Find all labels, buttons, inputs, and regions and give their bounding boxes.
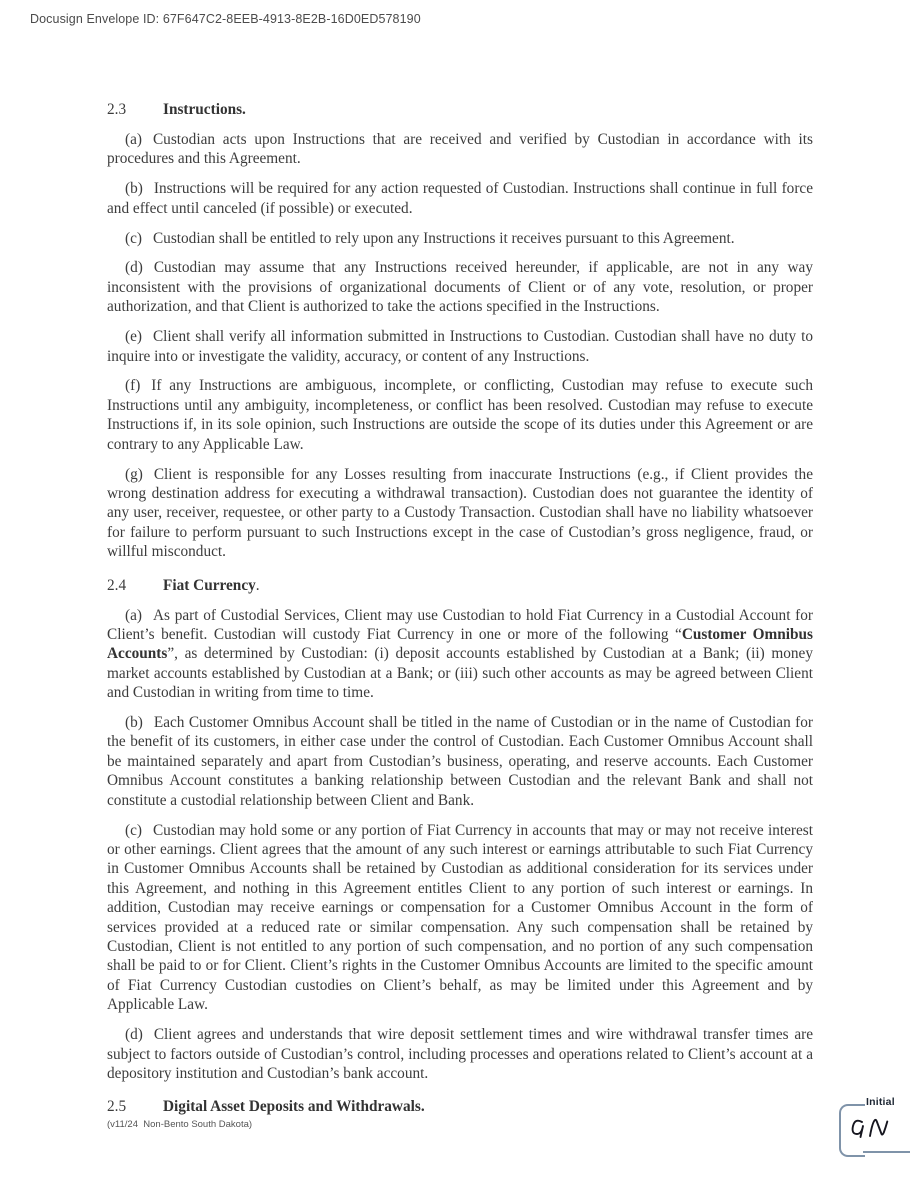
paragraph-label: (a)	[125, 606, 142, 624]
paragraph-label: (d)	[125, 1026, 143, 1044]
paragraph-text: Instructions will be required for any action requested of Custodian. Instructions shall continue in full force and effect until canceled (if possible) or executed.	[107, 180, 813, 217]
paragraph-label: (g)	[125, 465, 143, 483]
paragraph-label: (a)	[125, 130, 142, 148]
paragraph-text: Custodian may hold some or any portion of Fiat Currency in accounts that may or may not receive interest or other earnings. Client agrees that the amount of any such interest or earnings attributable to such Fiat Currency in Customer Omnibus Accounts shall be retained by Custodian as additional consideration for its services under this Agreement, and nothing in this Agreement entitles Client to any portion of such interest or earnings. In addition, Custodian may receive earnings or compensation for a Customer Omnibus Account in the form of services provided at a reduced rate or similar compensation. Any such compensation shall be retained by Custodian, Client is not entitled to any portion of such compensation, and no portion of any such compensation shall be paid to or for Client. Client’s rights in the Customer Omnibus Accounts are limited to the specific amount of Fiat Currency Custodian custodies on Client’s behalf, as may be limited under this Agreement and by Applicable Law.	[107, 821, 813, 1014]
paragraph	[107, 1025, 813, 1083]
paragraph-label: (f)	[125, 377, 141, 395]
paragraph-label: (d)	[125, 259, 143, 277]
paragraph-text: Client agrees and understands that wire deposit settlement times and wire withdrawal transfer times are subject to factors outside of Custodian’s control, including processes and operations related to Client’s account at a depository institution and Custodian’s bank account.	[107, 1026, 813, 1082]
footer-version-note: (v11/24 Non-Bento South Dakota)	[107, 1119, 253, 1130]
paragraph	[107, 130, 813, 169]
initial-tab-label: Initial	[866, 1096, 895, 1108]
paragraph	[107, 606, 813, 703]
paragraph-label: (b)	[125, 180, 143, 198]
section-heading	[107, 1097, 813, 1116]
section-title: Fiat Currency	[163, 576, 256, 594]
section-title: Digital Asset Deposits and Withdrawals.	[163, 1098, 425, 1116]
paragraph	[107, 821, 813, 1015]
paragraph-label: (c)	[125, 821, 142, 839]
paragraph-label: (b)	[125, 714, 143, 732]
initial-tab-bracket-extension	[863, 1151, 910, 1154]
paragraph-text: If any Instructions are ambiguous, incomplete, or conflicting, Custodian may refuse to execute such Instructions until any ambiguity, incompleteness, or conflict has been resolved. Custodian may refuse to execute Instructions if, in its sole opinion, such Instructions are outside the scope of its duties under this Agreement or are contrary to any Applicable Law.	[107, 377, 813, 453]
paragraph	[107, 258, 813, 316]
paragraph-label: (e)	[125, 328, 142, 346]
section-number: 2.5	[107, 1098, 127, 1116]
paragraph-text: Custodian shall be entitled to rely upon any Instructions it receives pursuant to this Agreement.	[152, 229, 735, 247]
paragraph-text: Custodian acts upon Instructions that are received and verified by Custodian in accordance with its procedures and this Agreement.	[107, 130, 813, 168]
handwritten-initials-icon	[848, 1109, 892, 1147]
paragraph-label: (c)	[125, 229, 142, 247]
paragraph	[107, 327, 813, 366]
paragraph-text: ”, as determined by Custodian: (i) deposit accounts established by Custodian at a Bank; (ii) money market accounts established by Custodian at a Bank; or (iii) such other accounts as may be agreed between Client and Custodian in writing from time to time.	[107, 645, 813, 702]
paragraph	[107, 465, 813, 562]
section-number: 2.3	[107, 101, 127, 118]
paragraph	[107, 179, 813, 218]
section-title-trailing: .	[255, 576, 260, 594]
section-heading	[107, 100, 813, 119]
paragraph-text: Custodian may assume that any Instructions received hereunder, if applicable, are not in any way inconsistent with the provisions of organizational documents of Client or of any vote, resolution, or proper authorization, and that Client is authorized to take the actions specified in the Instructions.	[107, 259, 813, 316]
section-title: Instructions.	[163, 101, 246, 118]
section-number: 2.4	[107, 576, 127, 594]
docusign-envelope-id: Docusign Envelope ID: 67F647C2-8EEB-4913-8E2B-16D0ED578190	[30, 12, 421, 26]
paragraph-text: Customer Omnibus Accounts	[107, 625, 813, 663]
paragraph	[107, 376, 813, 454]
paragraph	[107, 229, 813, 248]
section-heading	[107, 576, 813, 595]
paragraph	[107, 713, 813, 810]
paragraph-text: Each Customer Omnibus Account shall be titled in the name of Custodian or in the name of Custodian for the benefit of its customers, in either case under the control of Custodian. Each Customer Omnibus Account shall be maintained separately and apart from Custodian’s business, operating, and reserve accounts. Each Customer Omnibus Account constitutes a banking relationship between Custodian and the relevant Bank and shall not constitute a custodial relationship between Client and Bank.	[107, 714, 813, 809]
paragraph-text: Client is responsible for any Losses resulting from inaccurate Instructions (e.g., if Client provides the wrong destination address for executing a withdrawal transaction). Custodian does not guarantee the identity of any user, receiver, requestee, or other party to a Custody Transaction. Custodian shall have no liability whatsoever for failure to perform pursuant to such Instructions except in the case of Custodian’s gross negligence, fraud, or willful misconduct.	[107, 465, 813, 561]
paragraph-text: As part of Custodial Services, Client may use Custodian to hold Fiat Currency in a Custodial Account for Client’s benefit. Custodian will custody Fiat Currency in one or more of the following “	[107, 606, 813, 643]
document-body	[107, 100, 813, 1117]
paragraph-text: Client shall verify all information submitted in Instructions to Custodian. Custodian shall have no duty to inquire into or investigate the validity, accuracy, or content of any Instructions.	[107, 328, 813, 365]
initial-tab[interactable]	[839, 1096, 918, 1162]
